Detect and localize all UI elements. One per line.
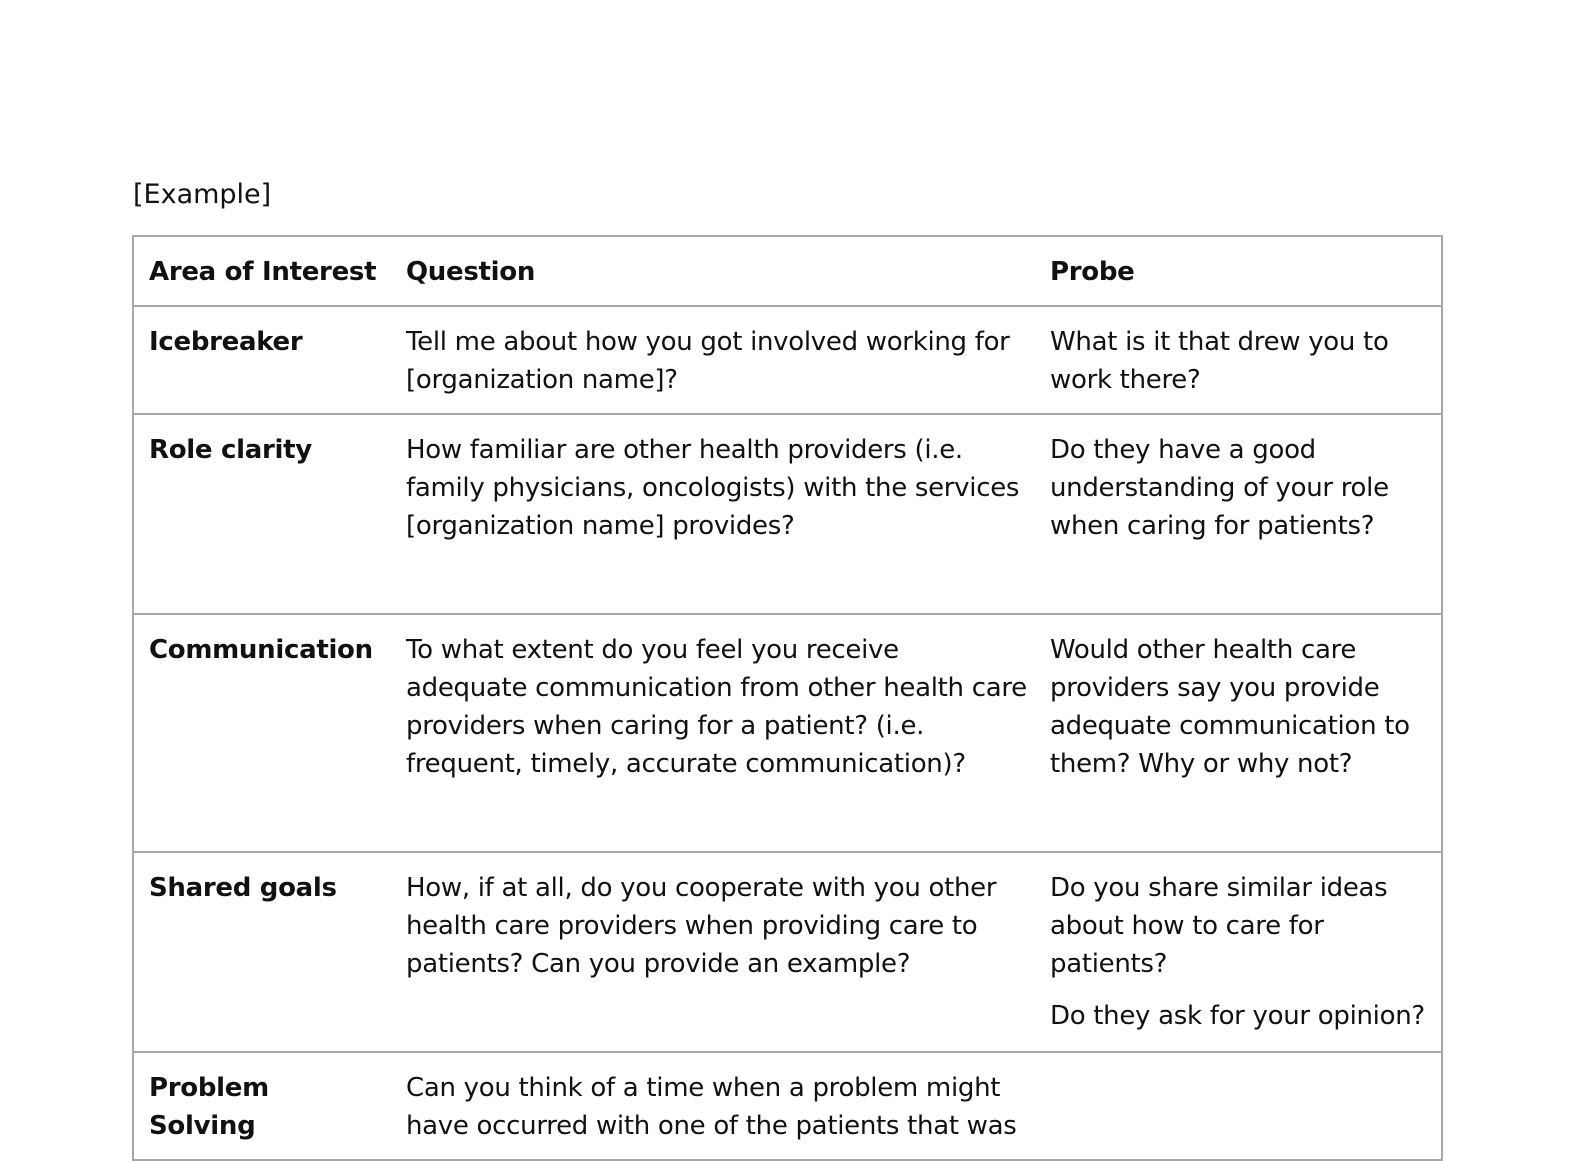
table-header-row [133,236,1442,306]
probe-cell [1035,1052,1442,1160]
table-row [133,306,1442,414]
probe-text: Do they ask for your opinion? [1050,1001,1425,1031]
probe-cell [1035,614,1442,852]
area-cell: Role clarity [133,414,391,614]
probe-cell [1035,852,1442,1052]
header-question: Question [391,236,1035,306]
question-cell: How, if at all, do you cooperate with you other health care providers when providing care to patients? Can you provide an example? [391,852,1035,1052]
area-cell: Shared goals [133,852,391,1052]
header-area-of-interest: Area of Interest [133,236,391,306]
question-cell: Can you think of a time when a problem might have occurred with one of the patients that was [391,1052,1035,1160]
probe-cell [1035,414,1442,614]
table-row [133,414,1442,614]
question-cell: To what extent do you feel you receive adequate communication from other health care providers when caring for a patient? (i.e. frequent, timely, accurate communication)? [391,614,1035,852]
area-cell: Problem Solving [133,1052,391,1160]
table-row [133,1052,1442,1160]
probe-text: Would other health care providers say you provide adequate communication to them? Why or why not? [1050,635,1410,779]
probe-text: What is it that drew you to work there? [1050,327,1389,395]
question-cell: Tell me about how you got involved working for [organization name]? [391,306,1035,414]
probe-text: Do they have a good understanding of your role when caring for patients? [1050,435,1389,541]
example-label: [Example] [133,179,272,210]
area-cell: Communication [133,614,391,852]
area-cell: Icebreaker [133,306,391,414]
question-cell: How familiar are other health providers (i.e. family physicians, oncologists) with the services [organization name] provides? [391,414,1035,614]
table-row [133,614,1442,852]
table-row [133,852,1442,1052]
interview-guide-table [132,235,1443,1161]
probe-text: Do you share similar ideas about how to care for patients? [1050,873,1388,979]
header-probe: Probe [1035,236,1442,306]
probe-cell [1035,306,1442,414]
